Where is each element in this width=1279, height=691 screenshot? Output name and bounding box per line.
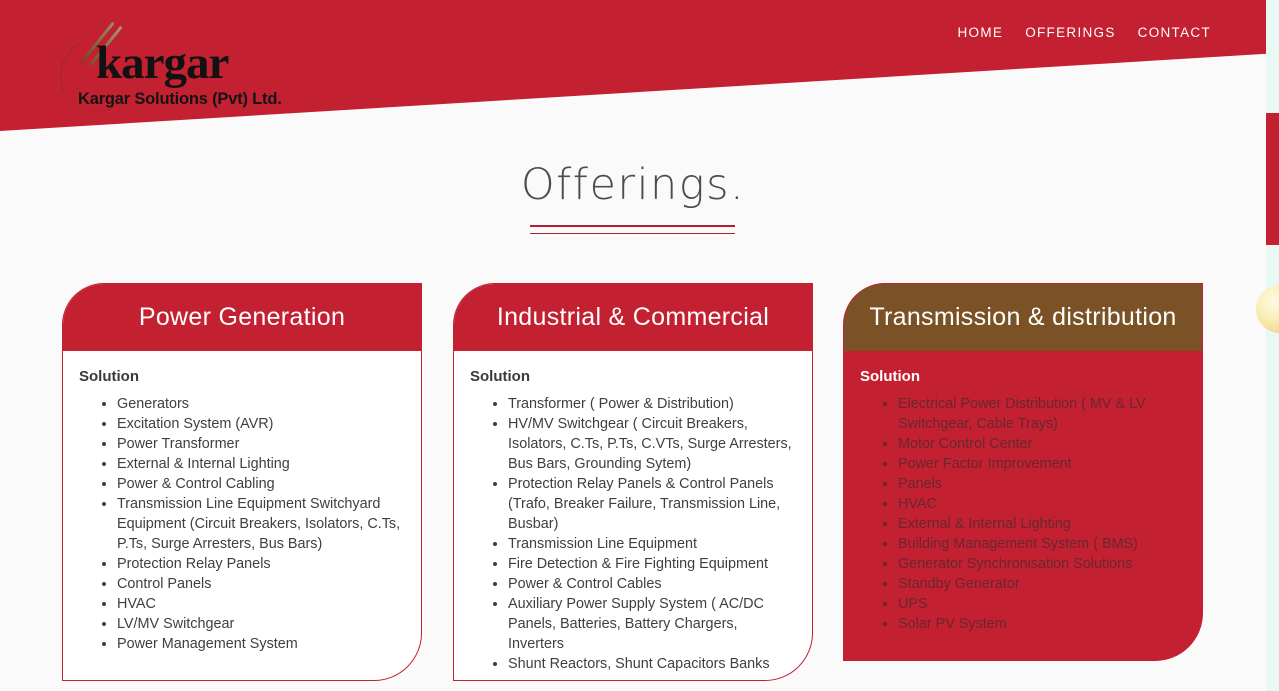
card-list — [860, 394, 1186, 634]
list-item: • HVAC — [898, 494, 1186, 514]
nav-link[interactable]: OFFERINGS — [1025, 25, 1116, 40]
list-item: • Transmission Line Equipment — [508, 534, 796, 554]
offering-card — [843, 283, 1203, 661]
nav-link[interactable]: HOME — [957, 25, 1004, 40]
card-title: Industrial & Commercial — [496, 303, 770, 331]
logo-tagline: Kargar Solutions (Pvt) Ltd. — [78, 90, 282, 108]
list-item: • Motor Control Center — [898, 434, 1186, 454]
card-section-label: Solution — [79, 368, 139, 385]
card-list — [470, 394, 796, 674]
scrollbar-thumb[interactable] — [1266, 113, 1279, 245]
list-item: • UPS — [898, 594, 1186, 614]
list-item: • Control Panels — [117, 574, 405, 594]
list-item: • External & Internal Lighting — [117, 454, 405, 474]
list-item: • Shunt Reactors, Shunt Capacitors Banks — [508, 654, 796, 674]
list-item: • External & Internal Lighting — [898, 514, 1186, 534]
card-title: Transmission & distribution — [869, 303, 1177, 331]
list-item: • Excitation System (AVR) — [117, 414, 405, 434]
page-title: Offerings. — [520, 160, 746, 210]
list-item: • Transmission Line Equipment Switchyard Equipment (Circuit Breakers, Isolators, C.Ts, P.Ts, Surge Arresters, Bus Bars) — [117, 494, 405, 554]
scrollbar-track[interactable] — [1266, 0, 1279, 691]
list-item: • Power & Control Cables — [508, 574, 796, 594]
decorative-ball-icon — [1256, 285, 1279, 333]
list-item: • Standby Generator — [898, 574, 1186, 594]
list-item: • Transformer ( Power & Distribution) — [508, 394, 796, 414]
card-header — [454, 284, 812, 351]
card-section-label: Solution — [860, 368, 920, 385]
list-item: • Building Management System ( BMS) — [898, 534, 1186, 554]
title-underline — [530, 225, 735, 234]
card-header — [63, 284, 421, 351]
card-header — [844, 284, 1202, 351]
list-item: • Auxiliary Power Supply System ( AC/DC Panels, Batteries, Battery Chargers, Inverters — [508, 594, 796, 654]
list-item: • Power Transformer — [117, 434, 405, 454]
card-section-label: Solution — [470, 368, 530, 385]
list-item: • HVAC — [117, 594, 405, 614]
list-item: • Panels — [898, 474, 1186, 494]
list-item: • Generators — [117, 394, 405, 414]
list-item: • Power Management System — [117, 634, 405, 654]
list-item: • Fire Detection & Fire Fighting Equipment — [508, 554, 796, 574]
offering-card — [453, 283, 813, 681]
brand-logo[interactable] — [60, 12, 282, 112]
list-item: • Generator Synchronisation Solutions — [898, 554, 1186, 574]
list-item: • Electrical Power Distribution ( MV & LV Switchgear, Cable Trays) — [898, 394, 1186, 434]
list-item: • Protection Relay Panels & Control Panels (Trafo, Breaker Failure, Transmission Line, Busbar) — [508, 474, 796, 534]
card-list — [79, 394, 405, 654]
offering-card — [62, 283, 422, 681]
card-body — [844, 351, 1202, 634]
list-item: • HV/MV Switchgear ( Circuit Breakers, Isolators, C.Ts, P.Ts, C.VTs, Surge Arresters, Bus Bars, Grounding Sytem) — [508, 414, 796, 474]
card-body — [454, 351, 812, 674]
card-body — [63, 351, 421, 654]
list-item: • Solar PV System — [898, 614, 1186, 634]
list-item: • Power Factor Improvement — [898, 454, 1186, 474]
nav-link[interactable]: CONTACT — [1137, 25, 1211, 40]
list-item: • Protection Relay Panels — [117, 554, 405, 574]
list-item: • LV/MV Switchgear — [117, 614, 405, 634]
card-title: Power Generation — [138, 303, 346, 331]
main-nav — [958, 25, 1212, 40]
logo-wordmark: kargar — [96, 37, 229, 89]
list-item: • Power & Control Cabling — [117, 474, 405, 494]
